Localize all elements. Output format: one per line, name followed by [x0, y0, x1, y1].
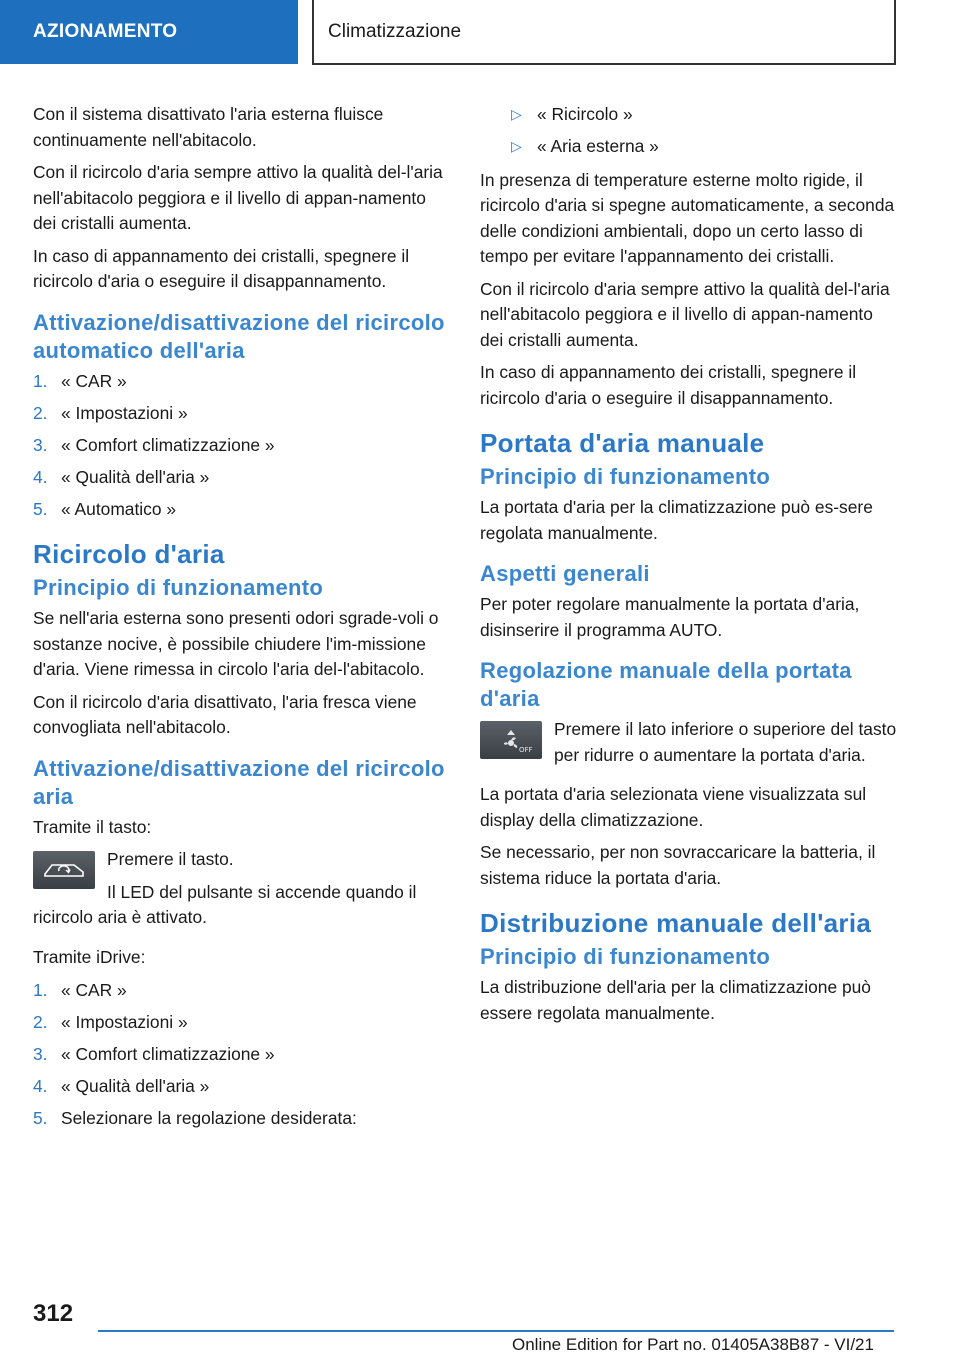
recirculation-button-icon: [33, 851, 95, 889]
list-item: [33, 401, 451, 427]
heading-general: Aspetti generali: [480, 561, 650, 586]
step-number: 3.: [33, 434, 48, 455]
paragraph: Per poter regolare manualmente la portata d'aria, disinserire il programma AUTO.: [480, 594, 860, 640]
heading-toggle-recirculation: Attivazione/disattivazione del ricircolo aria: [33, 755, 445, 809]
list-item: [33, 978, 451, 1004]
step-text: « Qualità dell'aria »: [61, 1076, 210, 1096]
step-text: « CAR »: [61, 370, 127, 391]
paragraph: La portata d'aria selezionata viene visualizzata sul display della climatizzazione.: [480, 784, 867, 830]
fan-button-icon: [480, 721, 542, 759]
option-text: « Aria esterna »: [537, 136, 659, 156]
step-number: 5.: [33, 498, 48, 519]
paragraph: Con il ricircolo d'aria disattivato, l'aria fresca viene convogliata nell'abitacolo.: [33, 691, 417, 737]
heading-manual-distribution: Distribuzione manuale dell'aria: [480, 908, 872, 938]
list-item: [480, 134, 900, 160]
step-number: 4.: [33, 1076, 48, 1096]
edition-text: Online Edition for Part no. 01405A38B87 - VI/21: [512, 1335, 874, 1354]
sub-options-list: [0, 102, 900, 160]
step-number: 2.: [33, 402, 48, 423]
step-text: « Automatico »: [61, 498, 177, 519]
list-item: [33, 1042, 451, 1068]
step-text: Selezionare la regolazione desiderata:: [61, 1108, 357, 1128]
steps-list-auto: [33, 369, 451, 523]
heading-principle: Principio di funzionamento: [480, 944, 771, 969]
paragraph: Premere il lato inferiore o superiore del tasto per ridurre o aumentare la portata d'aria.: [554, 719, 897, 765]
option-text: « Ricircolo »: [537, 104, 633, 124]
paragraph: La distribuzione dell'aria per la climatizzazione può essere regolata manualmente.: [480, 977, 871, 1023]
list-item: [33, 433, 451, 459]
step-text: « Comfort climatizzazione »: [61, 1044, 275, 1064]
fan-off-label: OFF: [519, 746, 533, 754]
chapter-title: Climatizzazione: [328, 20, 462, 42]
paragraph: Con il ricircolo d'aria sempre attivo la qualità del-l'aria nell'abitacolo peggiora e il livello di appan-namento dei cristalli aumenta.: [480, 278, 890, 350]
list-item: [33, 1074, 451, 1100]
paragraph: La portata d'aria per la climatizzazione può es-sere regolata manualmente.: [480, 497, 873, 543]
paragraph: Con il sistema disattivato l'aria esterna fluisce continuamente nell'abitacolo.: [33, 104, 384, 150]
left-column: [33, 102, 451, 1140]
heading-manual-adjustment: Regolazione manuale della portata d'aria: [480, 658, 852, 711]
step-text: « Comfort climatizzazione »: [61, 434, 275, 455]
heading-auto-recirculation: Attivazione/disattivazione del ricircolo automatico dell'aria: [33, 309, 445, 363]
paragraph: Se necessario, per non sovraccaricare la batteria, il sistema riduce la portata d'aria.: [480, 842, 876, 888]
list-item: [33, 497, 451, 523]
paragraph: In caso di appannamento dei cristalli, spegnere il ricircolo d'aria o eseguire il disappannamento.: [33, 245, 410, 291]
paragraph: Tramite iDrive:: [33, 946, 146, 967]
step-text: « Impostazioni »: [61, 402, 188, 423]
page-number: 312: [33, 1300, 74, 1327]
airflow-button-block: [480, 717, 900, 768]
section-tab: [0, 0, 298, 64]
paragraph: In caso di appannamento dei cristalli, spegnere il ricircolo d'aria o eseguire il disappannamento.: [480, 362, 857, 408]
step-text: « CAR »: [61, 980, 127, 1000]
list-item: [33, 1010, 451, 1036]
paragraph: Il LED del pulsante si accende quando il ricircolo aria è attivato.: [33, 881, 417, 927]
step-number: 5.: [33, 1108, 48, 1128]
section-title: AZIONAMENTO: [33, 21, 178, 42]
step-number: 4.: [33, 466, 48, 487]
step-number: 2.: [33, 1012, 48, 1032]
step-number: 1.: [33, 980, 48, 1000]
right-column: [480, 102, 900, 1033]
chapter-tab: [312, 0, 896, 65]
paragraph: In presenza di temperature esterne molto rigide, il ricircolo d'aria si spegne automaticamente, a seconda delle condizioni ambientali, dopo un certo lasso di tempo per evitare l'appannamento dei cristalli.: [480, 169, 895, 266]
recirculation-button-block: [33, 847, 451, 931]
heading-recirculation: Ricircolo d'aria: [33, 539, 225, 569]
list-item: [33, 1106, 451, 1132]
steps-list-idrive: [33, 978, 451, 1132]
heading-principle: Principio di funzionamento: [33, 575, 324, 600]
triangle-bullet-icon: ▷: [511, 138, 522, 154]
list-item: [33, 465, 451, 491]
heading-manual-airflow: Portata d'aria manuale: [480, 428, 765, 458]
footer-divider: [98, 1330, 894, 1332]
heading-principle: Principio di funzionamento: [480, 464, 771, 489]
paragraph: Con il ricircolo d'aria sempre attivo la qualità del-l'aria nell'abitacolo peggiora e il livello di appan-namento dei cristalli aumenta.: [33, 162, 443, 233]
paragraph: Tramite il tasto:: [33, 816, 152, 837]
step-text: « Qualità dell'aria »: [61, 466, 210, 487]
paragraph: Premere il tasto.: [107, 849, 234, 869]
triangle-bullet-icon: ▷: [511, 106, 522, 122]
step-number: 1.: [33, 370, 48, 391]
step-number: 3.: [33, 1044, 48, 1064]
list-item: [480, 102, 900, 128]
paragraph: Se nell'aria esterna sono presenti odori sgrade-voli o sostanze nocive, è possibile chiudere l'im-missione d'aria. Viene rimessa in circolo l'aria del-l'abitacolo.: [33, 608, 439, 679]
list-item: [33, 369, 451, 395]
step-text: « Impostazioni »: [61, 1012, 188, 1032]
